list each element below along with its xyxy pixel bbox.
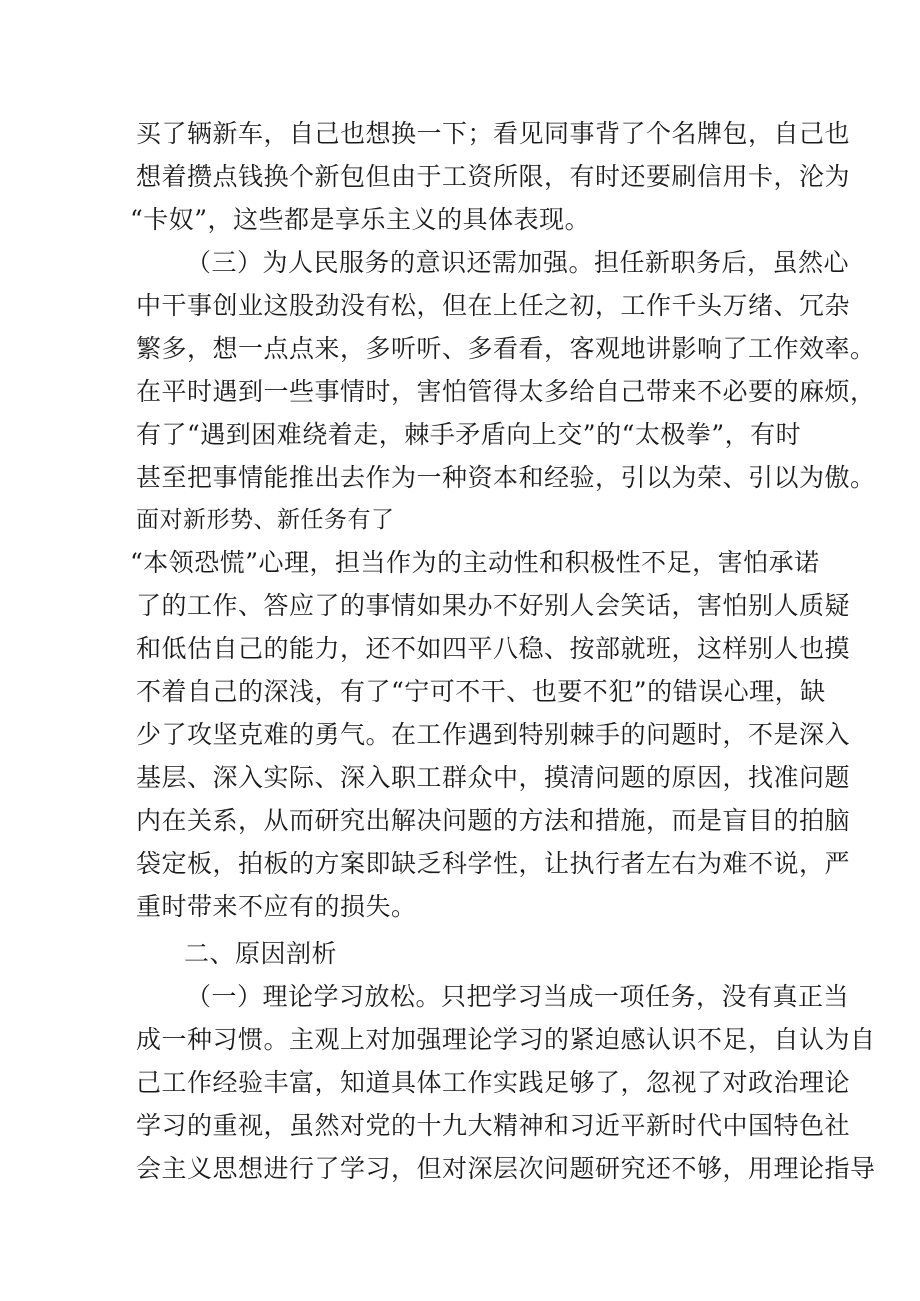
text-line: 繁多，想一点点来，多听听、多看看，客观地讲影响了工作效率。 <box>136 334 876 363</box>
text-line: 学习的重视，虽然对党的十九大精神和习近平新时代中国特色社 <box>136 1111 851 1140</box>
text-line: 袋定板，拍板的方案即缺乏科学性，让执行者左右为难不说，严 <box>136 849 851 878</box>
text-line: 基层、深入实际、深入职工群众中，摸清问题的原因，找准问题 <box>136 763 851 792</box>
text-line: “本领恐慌”心理，担当作为的主动性和积极性不足，害怕承诺 <box>130 548 820 577</box>
text-line: 面对新形势、新任务有了 <box>136 507 395 533</box>
section-heading: 二、原因剖析 <box>184 939 338 968</box>
text-line: 重时带来不应有的损失。 <box>136 892 417 921</box>
text-line: 不着自己的深浅，有了“宁可不干、也要不犯”的错误心理，缺 <box>136 677 826 706</box>
text-line: 己工作经验丰富，知道具体工作实践足够了，忽视了对政治理论 <box>136 1068 851 1097</box>
text-line: 在平时遇到一些事情时，害怕管得太多给自己带来不必要的麻烦， <box>136 377 876 406</box>
text-line: （三）为人民服务的意识还需加强。担任新职务后，虽然心 <box>186 248 850 277</box>
text-line: （一）理论学习放松。只把学习当成一项任务，没有真正当 <box>186 982 850 1011</box>
text-line: 了的工作、答应了的事情如果办不好别人会笑话，害怕别人质疑 <box>136 591 851 620</box>
text-line: 和低估自己的能力，还不如四平八稳、按部就班，这样别人也摸 <box>136 634 851 663</box>
text-line: “卡奴”，这些都是享乐主义的具体表现。 <box>130 205 591 234</box>
text-line: 有了“遇到困难绕着走，棘手矛盾向上交”的“太极拳”，有时 <box>136 420 802 449</box>
text-line: 甚至把事情能推出去作为一种资本和经验，引以为荣、引以为傲。 <box>136 463 876 492</box>
text-line: 少了攻坚克难的勇气。在工作遇到特别棘手的问题时，不是深入 <box>136 720 851 749</box>
text-line: 内在关系，从而研究出解决问题的方法和措施，而是盲目的拍脑 <box>136 806 851 835</box>
text-line: 想着攒点钱换个新包但由于工资所限，有时还要刷信用卡，沦为 <box>136 162 851 191</box>
text-line: 成一种习惯。主观上对加强理论学习的紧迫感认识不足，自认为自 <box>136 1025 876 1054</box>
text-line: 买了辆新车，自己也想换一下；看见同事背了个名牌包，自己也 <box>136 119 851 148</box>
text-line: 会主义思想进行了学习，但对深层次问题研究还不够，用理论指导 <box>136 1154 876 1183</box>
text-line: 中干事创业这股劲没有松，但在上任之初，工作千头万绪、冗杂 <box>136 291 851 320</box>
